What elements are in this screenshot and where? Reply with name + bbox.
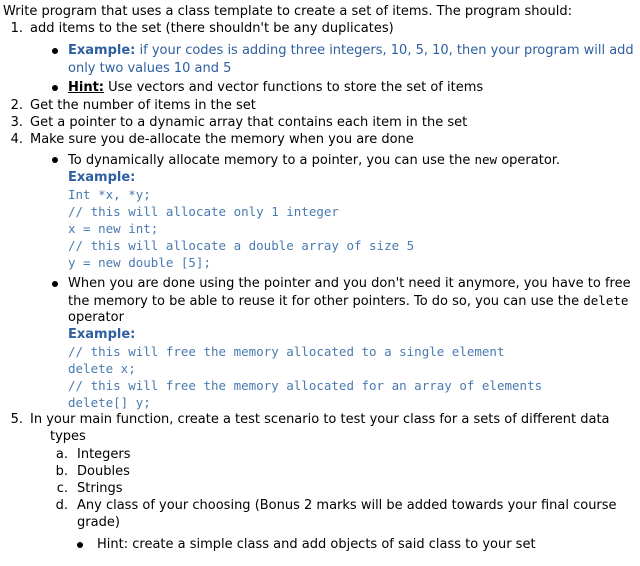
code-line: y = new double [5]; — [68, 255, 211, 270]
sub-b-text: Doubles — [77, 464, 130, 479]
example-label: Example: — [68, 327, 136, 342]
code-line: x = new int; — [68, 221, 159, 236]
hint-text: Use vectors and vector functions to store the set of items — [104, 80, 484, 95]
bullet-icon — [51, 275, 59, 283]
example-text-line-2: only two values 10 and 5 — [68, 61, 232, 76]
code-line: // this will allocate only 1 integer — [68, 204, 339, 219]
code-line: delete[] y; — [68, 395, 151, 410]
code-line: // this will free the memory allocated for an array of elements — [68, 378, 543, 393]
intro-text: Write program that uses a class template to create a set of items. The program should: — [3, 4, 572, 19]
hint-label: Hint: — [68, 80, 105, 95]
free-line-2-text: the memory to be able to reuse it for other pointers. To do so, you can use the — [68, 294, 584, 309]
sub-c-marker: c. — [56, 481, 68, 496]
allocate-text-end: operator. — [497, 153, 561, 168]
sub-c-text: Strings — [77, 481, 123, 496]
item-1-hint — [68, 79, 483, 96]
allocate-line — [68, 151, 560, 169]
bullet-icon — [51, 42, 59, 50]
bullet-icon — [76, 536, 84, 544]
new-keyword: new — [474, 152, 498, 167]
delete-keyword: delete — [583, 293, 629, 308]
code-line: // this will allocate a double array of size 5 — [68, 238, 415, 253]
item-1-example — [68, 42, 634, 59]
item-5-hint: Hint: create a simple class and add objects of said class to your set — [97, 537, 536, 552]
sub-b-marker: b. — [55, 464, 68, 479]
item-2-text: Get the number of items in the set — [30, 98, 256, 113]
sub-d-marker: d. — [55, 498, 68, 513]
sub-a-text: Integers — [77, 447, 131, 462]
example-label: Example: — [68, 43, 136, 58]
allocate-text: To dynamically allocate memory to a pointer, you can use the — [68, 153, 475, 168]
item-4-text: Make sure you de-allocate the memory when you are done — [30, 132, 414, 147]
code-line: delete x; — [68, 361, 136, 376]
item-5-text-line-2: types — [50, 429, 86, 444]
item-5-text-line-1: In your main function, create a test scenario to test your class for a sets of different data — [30, 412, 610, 427]
free-line-3: operator — [68, 310, 124, 325]
item-3-text: Get a pointer to a dynamic array that contains each item in the set — [30, 115, 468, 130]
item-3-marker: 3. — [10, 115, 23, 130]
free-line-2 — [68, 292, 628, 310]
item-5-marker: 5. — [10, 412, 23, 427]
example-text-line-1: if your codes is adding three integers, 10, 5, 10, then your program will add — [135, 43, 634, 58]
sub-a-marker: a. — [55, 447, 68, 462]
free-line-1: When you are done using the pointer and you don't need it anymore, you have to free — [68, 276, 631, 291]
code-line: // this will free the memory allocated to a single element — [68, 344, 505, 359]
item-1-text: add items to the set (there shouldn't be any duplicates) — [30, 21, 394, 36]
example-label: Example: — [68, 170, 136, 185]
item-4-marker: 4. — [10, 132, 23, 147]
bullet-icon — [51, 151, 59, 159]
sub-d-text-line-1: Any class of your choosing (Bonus 2 marks will be added towards your final course — [77, 498, 617, 513]
sub-d-text-line-2: grade) — [77, 515, 120, 530]
bullet-icon — [51, 79, 59, 87]
item-2-marker: 2. — [10, 98, 23, 113]
item-1-marker: 1. — [10, 21, 23, 36]
code-line: Int *x, *y; — [68, 187, 151, 202]
